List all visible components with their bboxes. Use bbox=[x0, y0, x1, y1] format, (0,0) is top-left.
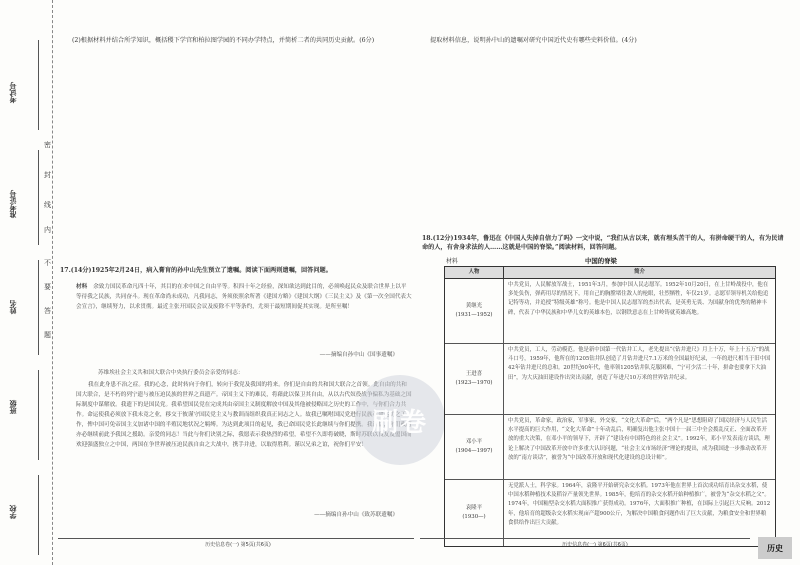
person-years: (1904—1997) bbox=[455, 448, 493, 454]
material-label: 材料 bbox=[446, 258, 459, 265]
seat-no-label: 准考证号 bbox=[9, 190, 17, 218]
q16-part2: (2)根据材料并结合所学知识，概括稷下学宫和柏拉图学园的不同办学特点，并简析二者的共同历史贡献。(6分) bbox=[72, 37, 375, 44]
will-2-source: ——摘编自孙中山《致苏联遗嘱》 bbox=[314, 512, 398, 518]
person-intro: 中共党员，工人，劳动模范。他是新中国第一代钻井工人，老先提出“《钻井进尺》月上十万，年上十五万”的战斗口号，1959年，他所在的1205钻井队创造了月钻井进尺7.1万米的全国最好纪录，一年的进尺相当于旧中国42年钻井进尺的总和。20世纪60年代，他率领1205钻井队克服困难，“宁可少活二十年，拼命也要拿下大油田”，为大庆油田建设作出突出贡献，创造了年进尺10万米的世界钻井纪录。 bbox=[508, 347, 771, 381]
person-years: (1923—1970) bbox=[455, 380, 493, 386]
spine-table bbox=[444, 266, 776, 547]
header-name: 人物 bbox=[445, 267, 504, 278]
person-years: (1930—) bbox=[462, 514, 486, 520]
exam-no-label: 考试号 bbox=[9, 82, 17, 103]
will-1-text: 余致力国民革命凡四十年，其目的在求中国之自由平等。积四十年之经验，深知欲达到此目的，必须唤起民众及联合世界上以平等待我之民族，共同奋斗。现在革命尚未成功，凡我同志，务须依照余所著《建国方略》《建国大纲》《三民主义》及《第一次全国代表大会宣言》，继续努力，以求贯彻。最近主张开国民会议及废除不平等条约，尤须于最短期间促其实现。是所至嘱！ bbox=[76, 284, 412, 310]
seal-char: 线 bbox=[44, 201, 51, 209]
footer-rule bbox=[420, 538, 750, 539]
fill-line bbox=[38, 150, 39, 245]
footer-rule bbox=[58, 538, 414, 539]
seal-char: 封 bbox=[44, 171, 51, 179]
left-page bbox=[58, 0, 414, 565]
will-1-source: ——摘编自孙中山《国事遗嘱》 bbox=[319, 352, 398, 358]
person-name: 邓小平 bbox=[465, 439, 483, 445]
school-label: 学校 bbox=[9, 505, 17, 519]
row-name-cell bbox=[445, 279, 504, 343]
fill-line bbox=[38, 40, 39, 130]
table-row bbox=[445, 480, 775, 546]
material-label: 材料 bbox=[76, 284, 88, 290]
person-years: (1931—1952) bbox=[455, 312, 493, 318]
table-row bbox=[445, 344, 775, 415]
person-name: 袁隆平 bbox=[465, 505, 483, 511]
header-intro: 简介 bbox=[634, 269, 645, 275]
right-footer: 历史信息卷(一) 第6页(共6页) bbox=[562, 542, 628, 548]
class-label: 班级 bbox=[9, 400, 17, 414]
table-row bbox=[445, 279, 775, 344]
seal-char: 题 bbox=[44, 331, 51, 339]
row-name-cell bbox=[445, 415, 504, 479]
table-row bbox=[445, 415, 775, 480]
table-title: 中国的脊梁 bbox=[585, 257, 617, 265]
watermark-logo: 刷卷 bbox=[355, 375, 445, 465]
will-1 bbox=[76, 282, 412, 340]
seal-char: 密 bbox=[44, 141, 51, 149]
fill-line bbox=[38, 475, 39, 555]
person-intro: 中共党员，革命家，政治家，军事家，外交家，“文化大革命”后，“两个凡是”思想阻碍了国民经济与人民生活水平提高的巨大作用，“文化大革命”十年动乱后，明确复出他主张中国十一届三中全会拨乱反正、全面改革开放的重大决策，在邓小平的领导下，开辟了“建设有中国特色的社会主义”。1992年，邓小平发表南方谈话，理论上解决了中国改革开放中许多重大认识问题，“社会主义市场经济”理论的提出，成为我国进一步推动改革开放的“南方谈话”，被誉为“中国改革开放和现代化建设的总设计师”。 bbox=[508, 418, 770, 461]
left-footer: 历史信息卷(一) 第5页(共6页) bbox=[205, 542, 271, 548]
person-name: 王进喜 bbox=[465, 371, 483, 377]
right-page bbox=[420, 0, 790, 565]
person-name: 黄继光 bbox=[465, 303, 483, 309]
person-intro: 无党派人士，科学家。1964年，袁隆平开始研究杂交水稻。1973年他在世界上首次成功培育出杂交水稻，使中国水稻种植技术及稻谷产量领先世界。1985年，他培育的杂交水稻开始种植推广，被誉为“杂交水稻之父”。1974年，中国籼型杂交水稻大面积推广获得成功。1976年，大面积推广种植，在国际上引起巨大反响。2012年，他培育的超级杂交水稻实现亩产超900公斤，为解决中国粮食问题作出了巨大贡献，为粮食安全和世界粮食供给作出巨大贡献。 bbox=[508, 483, 771, 526]
fill-line bbox=[38, 370, 39, 460]
person-intro: 中共党员，人民解放军战士，1951年3月，参加中国人民志愿军。1952年10月20日，在上甘岭战役中，他在多处负伤，弹药用尽的情况下，用自己的胸膛堵住敌人的枪眼，壮烈牺牲，年仅21岁。志愿军领导机关给他追记特等功，并追授“特级英雄”称号。他是中国人民志愿军的杰出代表，是英勇无畏、为国献身的优秀的精神丰碑，代表了中华民族和中华儿女的英雄本色，以钢铁意志在上甘岭铸就英雄高地。 bbox=[508, 282, 769, 316]
q17-intro: 17.(14分)1925年2月24日，病入膏肓的孙中山先生预立了遗嘱。阅读下面两则遗嘱，回答问题。 bbox=[60, 267, 332, 274]
table-header bbox=[445, 267, 775, 279]
name-label: 姓名 bbox=[9, 300, 17, 314]
q17-part2: 提取材料信息，说明孙中山的遗嘱对研究中国近代史有哪些史料价值。(4分) bbox=[430, 37, 637, 44]
seal-char: 不 bbox=[44, 259, 51, 267]
will-2-text: 我在此身患不治之症。我的心念，此时转向于你们，转向于我党及我国的将来。你们是自由的共和国大联合之首领。此自由的共和国大联合，是不朽的列宁遗与被压迫民族的世界之真遗产。帝国主义下的难民，将藉此以保卫其自由，从以古代奴役战争偏私为基础之国际制度中谋解放。我遗下的是国民党。我希望国民党在完成其由帝国主义制度解放中国及其他被侵略国之历史的工作中，与你们合力共作。命运使我必须放下我未竟之业，移交于彼谨守国民党主义与教训而组织我真正同志之人。故我已嘱咐国民党进行民族革命运动之工作，俾中国可免帝国主义加诸中国的半殖民地状况之羁缚。为达到此项目的起见，我已命国民党长此继续与你们提携。我深信，你们政府亦必继续前此予我国之援助。亲爱的同志！当此与你们诀别之际，我愿表示我热烈的希望，希望不久即将破晓，斯时苏联以良友及盟国而欢迎强盛独立之中国，两国在争世界被压迫民族自由之大战中，携手并进，以取得胜利。谨以兄弟之谊，祝你们平安！ bbox=[76, 382, 412, 448]
q18-intro: 18.(12分)1934年，鲁迅在《中国人失掉自信力了吗》一文中说，“我们从古以来，就有埋头苦干的人，有拼命硬干的人，有为民请命的人，有舍身求法的人……这就是中国的脊梁。”阅读材料，回答问题。 bbox=[422, 235, 784, 251]
subject-tab: 历史 bbox=[758, 537, 792, 559]
row-name-cell bbox=[445, 344, 504, 414]
row-name-cell bbox=[445, 480, 504, 546]
seal-char: 内 bbox=[44, 226, 51, 234]
fill-line bbox=[38, 260, 39, 355]
will-2-salutation: 苏维埃社会主义共和国大联合中央执行委员会亲爱的同志： bbox=[98, 370, 244, 376]
binding-margin bbox=[0, 0, 53, 565]
seal-char: 要 bbox=[44, 283, 51, 291]
seal-char: 答 bbox=[44, 307, 51, 315]
